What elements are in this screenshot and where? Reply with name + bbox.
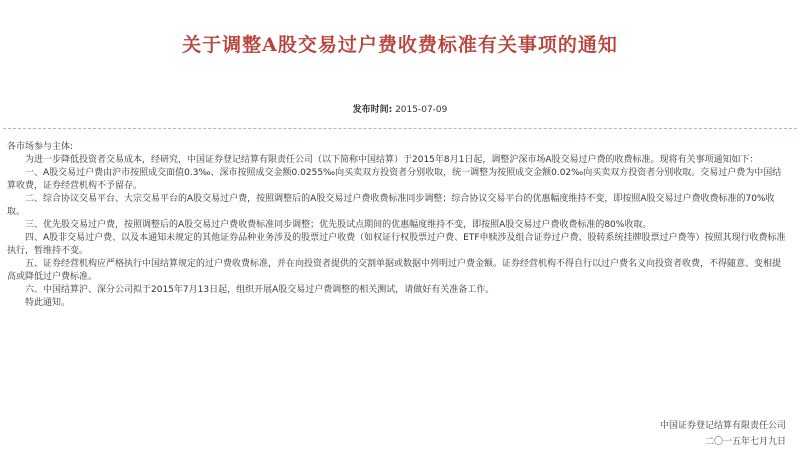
publish-info <box>0 102 800 115</box>
paragraph-item-6: 六、中国结算沪、深分公司拟于2015年7月13日起，组织开展A股交易过户费调整的相关测试，请做好有关准备工作。 <box>25 285 495 295</box>
paragraph-item-2: 二、综合协议交易平台、大宗交易平台的A股交易过户费，按照调整后的A股交易过户费收费标准同步调整；综合协议交易平台的优惠幅度维持不变，即按照A股交易过户费收费标准的70%收取。 <box>7 194 775 217</box>
notice-title: 关于调整A股交易过户费收费标准有关事项的通知 <box>182 34 618 56</box>
divider <box>3 128 797 129</box>
paragraph-item-1: 一、A股交易过户费由沪市按照成交面值0.3‰、深市按照成交金额0.0255‰向买卖双方投资者分别收取，统一调整为按照成交金额0.02‰向买卖双方投资者分别收取。交易过户费为中国结算收费，证券经营机构不予留存。 <box>7 168 782 191</box>
paragraph-item-5: 五、证券经营机构应严格执行中国结算规定的过户费收费标准，并在向投资者提供的交割单据或数据中列明过户费金额。证券经营机构不得自行以过户费名义向投资者收费，不得随意、变相提高或降低过户费标准。 <box>7 259 782 282</box>
notice-body <box>7 141 789 310</box>
salutation: 各市场参与主体: <box>7 142 74 152</box>
signature-block <box>660 418 786 450</box>
signature-date: 二〇一五年七月九日 <box>704 437 786 447</box>
paragraph-item-3: 三、优先股交易过户费，按照调整后的A股交易过户费收费标准同步调整；优先股试点期间的优惠幅度维持不变，即按照A股交易过户费收费标准的80%收取。 <box>25 220 652 230</box>
publish-date: 2015-07-09 <box>395 105 448 115</box>
paragraph-closing: 特此通知。 <box>25 298 71 308</box>
publish-label: 发布时间: <box>352 105 393 115</box>
paragraph-intro: 为进一步降低投资者交易成本，经研究，中国证券登记结算有限责任公司（以下简称中国结算）于2015年8月1日起，调整沪深市场A股交易过户费的收费标准。现将有关事项通知如下： <box>25 155 759 165</box>
signature-org: 中国证券登记结算有限责任公司 <box>659 421 786 431</box>
paragraph-item-4: 四、A股非交易过户费、以及本通知未规定的其他证券品种业务涉及的股票过户收费（如权证行权股票过户费、ETF申赎涉及组合证券过户费、股转系统挂牌股票过户费等）按照其现行收费标准执行，暂维持不变。 <box>7 233 786 256</box>
